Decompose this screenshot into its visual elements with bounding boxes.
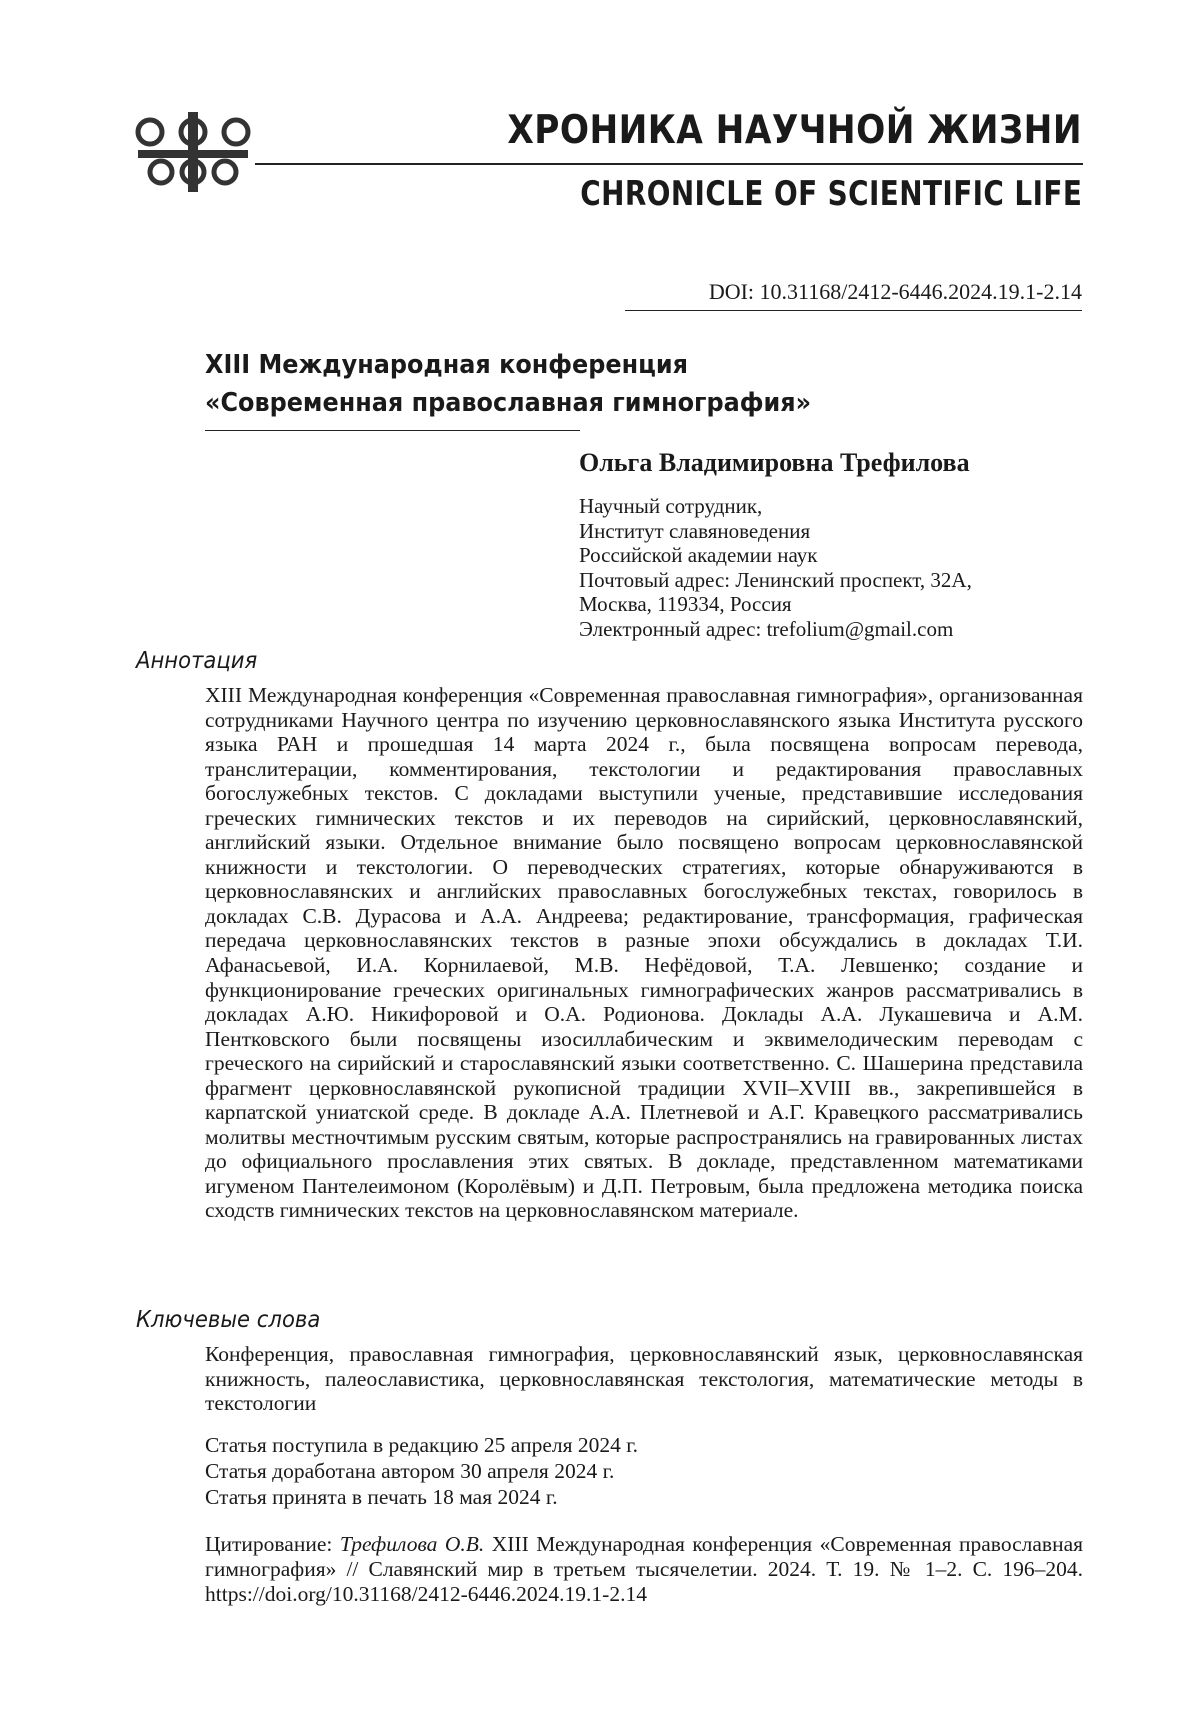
author-institute: Институт славяноведения [579,518,811,543]
article-dates [205,1432,638,1510]
author-block [579,446,1099,641]
author-email[interactable]: Электронный адрес: trefolium@gmail.com [579,616,954,641]
citation-prefix: Цитирование: [205,1532,340,1556]
citation-reference: XIII Международная конференция «Современная православная гимнография» // Славянский мир в третьем тысячелетии. 2024. Т. 19. № 1–2. С. 196–204. https://doi.org/10.31168/2412-6446.2024.19.1-2.14 [205,1532,1084,1606]
journal-section-title-en: CHRONICLE OF SCIENTIFIC LIFE [579,174,1082,214]
keywords-label: Ключевые слова [136,1307,321,1333]
date-revised: Статья доработана автором 30 апреля 2024 г. [205,1459,615,1483]
ornament-logo-icon [133,112,253,192]
doi-underline [625,310,1082,311]
author-academy: Российской академии наук [579,543,818,567]
journal-section-title-ru: ХРОНИКА НАУЧНОЙ ЖИЗНИ [507,108,1082,153]
author-position: Научный сотрудник, [579,494,763,518]
author-city: Москва, 119334, Россия [579,592,792,616]
doi-line[interactable]: DOI: 10.31168/2412-6446.2024.19.1-2.14 [708,279,1082,304]
article-title [205,346,811,422]
abstract-text: XIII Международная конференция «Современная православная гимнография», организованная сотрудниками Научного центра по изучению церковнославянского языка Института русского языка РАН и прошедшая 14 марта 2024 г., была посвящена вопросам перевода, транслитерации, комментирования, текстологии и редактирования православных богослужебных текстов. С докладами выступили ученые, представившие исследования греческих гимнических текстов и их переводов на сирийский, церковнославянский, английский языки. Отдельное внимание было посвящено вопросам церковнославянской книжности и текстологии. О переводческих стратегиях, которые обнаруживаются в церковнославянских и английских православных богослужебных текстах, говорилось в докладах С.В. Дурасова и А.А. Андреева; редактирование, трансформация, графическая передача церковнославянских текстов в разные эпохи обсуждались в докладах Т.И. Афанасьевой, И.А. Корнилаевой, М.В. Нефёдовой, Т.А. Левшенко; создание и функционирование греческих оригинальных гимнографических жанров рассматривались в докладах А.Ю. Никифоровой и О.А. Родионова. Доклады А.А. Лукашевича и А.М. Пентковского были посвящены изосиллабическим и эквимелодическим переводам с греческого на сирийский и старославянский языки соответственно. С. Шашерина представила фрагмент церковнославянской рукописной традиции XVII–XVIII вв., закрепившейся в карпатской униатской среде. В докладе А.А. Плетневой и А.Г. Кравецкого рассматривались молитвы местночтимым русским святым, которые распространялись на гравированных листах до официального прославления этих святых. В докладе, представленном математиками игуменом Пантелеимоном (Королёвым) и Д.П. Петровым, была предложена методика поиска сходств гимнических текстов на церковнославянском материале. [205,683,1083,1223]
header-divider [255,163,1083,165]
citation [205,1532,1083,1607]
abstract-label: Аннотация [136,648,258,674]
date-received: Статья поступила в редакцию 25 апреля 2024 г. [205,1433,639,1457]
citation-author: Трефилова О.В. [339,1532,485,1556]
keywords-text: Конференция, православная гимнография, церковнославянский язык, церковнославянская книжность, палеославистика, церковнославянская текстология, математические методы в текстологии [205,1342,1083,1416]
author-name: Ольга Владимировна Трефилова [579,448,970,477]
author-postal-address: Почтовый адрес: Ленинский проспект, 32А, [579,567,972,592]
date-accepted: Статья принята в печать 18 мая 2024 г. [205,1485,558,1509]
article-title-line-1: XIII Международная конференция [205,350,688,380]
article-title-line-2: «Современная православная гимнография» [205,388,812,418]
title-divider [205,430,580,431]
